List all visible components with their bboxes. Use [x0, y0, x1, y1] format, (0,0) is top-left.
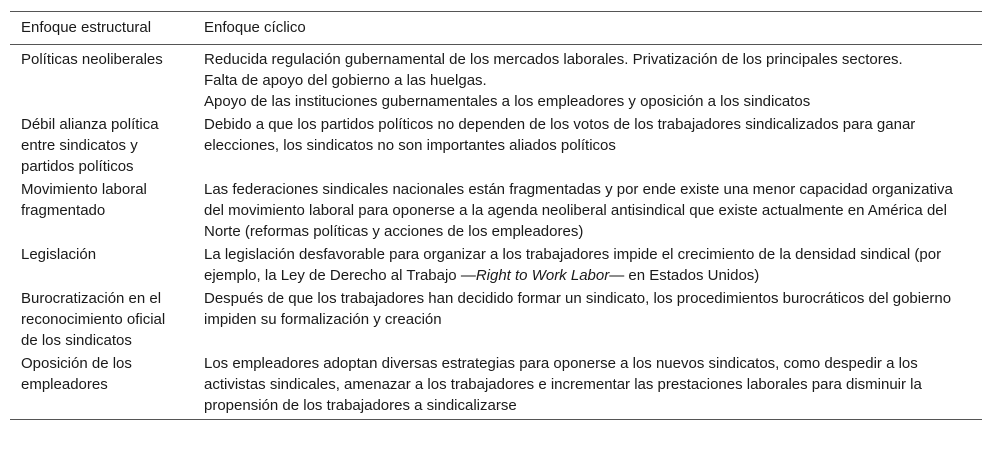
- table-body: [10, 45, 982, 420]
- cyclical-line: Apoyo de las instituciones gubernamentales a los empleadores y oposición a los sindicatos: [204, 93, 811, 110]
- table-header: [10, 12, 982, 45]
- cyclical-cell: Los empleadores adoptan diversas estrategias para oponerse a los nuevos sindicatos, como despedir a los activistas sindicales, amenazar a los trabajadores e incrementar las prestaciones laborales para disminuir la propensión de los trabajadores a sindicalizarse: [204, 355, 922, 414]
- table-row: [10, 242, 982, 286]
- table-row: [10, 112, 982, 177]
- table-row: [10, 45, 982, 113]
- cyclical-cell: Después de que los trabajadores han decidido formar un sindicato, los procedimientos burocráticos del gobierno impiden su formalización y creación: [204, 290, 952, 328]
- cyclical-text-after: — en Estados Unidos): [609, 267, 760, 284]
- comparison-table: [10, 11, 982, 420]
- cyclical-cell: [193, 45, 982, 113]
- comparison-table-container: [10, 11, 982, 420]
- table-row: [10, 177, 982, 242]
- structural-cell: Débil alianza política entre sindicatos y partidos políticos: [21, 116, 159, 175]
- header-cyclical-approach: Enfoque cíclico: [204, 19, 306, 36]
- table-row: [10, 351, 982, 420]
- structural-cell: Burocratización en el reconocimiento oficial de los sindicatos: [21, 290, 166, 349]
- cyclical-cell: Debido a que los partidos políticos no dependen de los votos de los trabajadores sindicalizados para ganar elecciones, los sindicatos no son importantes aliados políticos: [204, 116, 916, 154]
- structural-cell: Políticas neoliberales: [21, 51, 163, 68]
- cyclical-text-italic: Right to Work Labor: [475, 267, 610, 284]
- structural-cell: Movimiento laboral fragmentado: [21, 181, 147, 219]
- table-row: [10, 286, 982, 351]
- cyclical-cell: Las federaciones sindicales nacionales están fragmentadas y por ende existe una menor capacidad organizativa del movimiento laboral para oponerse a la agenda neoliberal antisindical que existe actualmente en América del Norte (reformas políticas y acciones de los empleadores): [204, 181, 953, 240]
- cyclical-line: Reducida regulación gubernamental de los mercados laborales. Privatización de los principales sectores.: [204, 51, 903, 68]
- cyclical-line: Falta de apoyo del gobierno a las huelgas.: [204, 72, 487, 89]
- header-structural-approach: Enfoque estructural: [21, 19, 152, 36]
- structural-cell: Legislación: [21, 246, 97, 263]
- cyclical-text-before: La legislación desfavorable para organizar a los trabajadores impide el crecimiento de la densidad sindical (por ejemplo, la Ley de Derecho al Trabajo —: [204, 246, 942, 284]
- header-row: [10, 12, 982, 45]
- structural-cell: Oposición de los empleadores: [21, 355, 132, 393]
- cyclical-cell: [193, 242, 982, 286]
